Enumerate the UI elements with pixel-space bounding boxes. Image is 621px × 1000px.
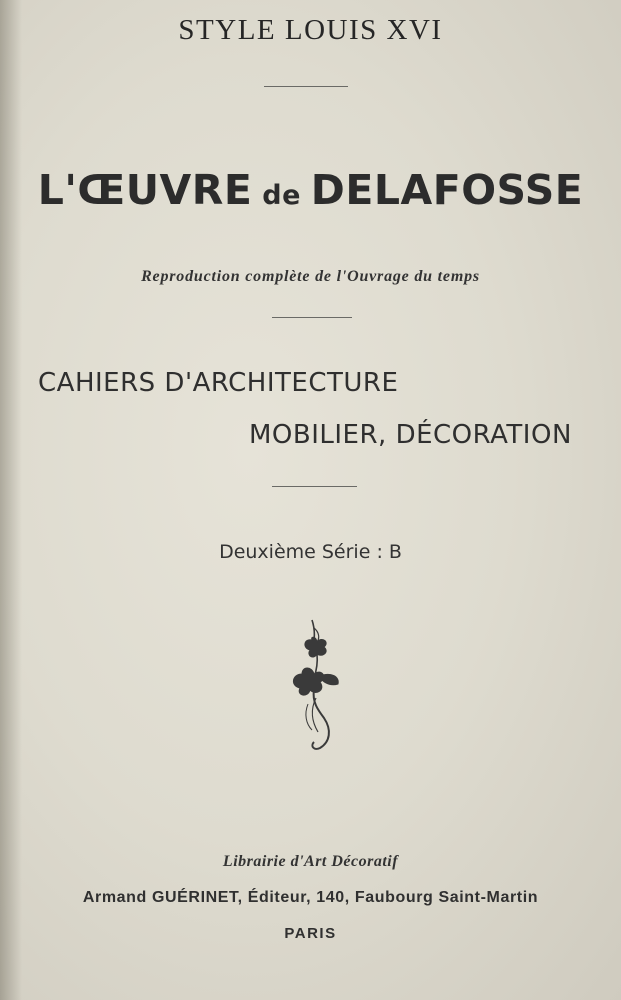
subtitle: Reproduction complète de l'Ouvrage du temps [141,268,480,285]
divider-rule-top [264,86,348,87]
style-heading: STYLE LOUIS XVI [178,14,443,46]
series-label: Deuxième Série : B [219,541,402,563]
divider-rule-lower [272,486,357,487]
main-title-oeuvre: L'ŒUVRE [37,166,253,214]
floral-ornament-icon [284,618,344,753]
main-title-delafosse: DELAFOSSE [310,166,584,214]
contents-line-mobilier: MOBILIER, DÉCORATION [249,420,572,450]
main-title [0,166,621,214]
page-spine-shadow [0,0,22,1000]
publisher-city: PARIS [284,925,337,942]
contents-line-architecture: CAHIERS D'ARCHITECTURE [38,368,399,398]
publisher-editor-address: Armand GUÉRINET, Éditeur, 140, Faubourg Saint-Martin [82,889,539,906]
publisher-librairie: Librairie d'Art Décoratif [222,853,399,870]
main-title-de: de [252,180,311,211]
divider-rule-middle [272,317,352,318]
